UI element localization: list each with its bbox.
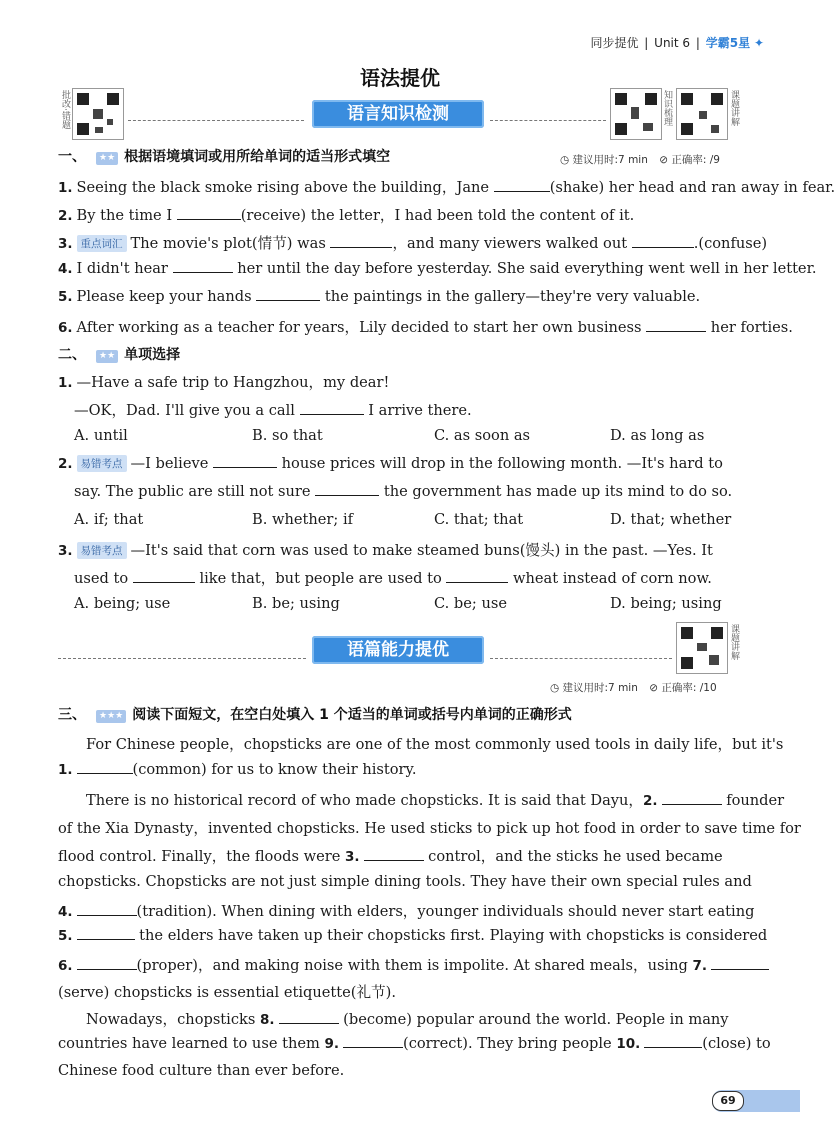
question-1-5: 5. Please keep your hands the paintings in the gallery—they're very valuable. [58,288,701,305]
answer-blank[interactable] [711,957,769,970]
question-1-1: 1. Seeing the black smoke rising above the building，Jane (shake) her head and ran away in fear. [58,179,835,196]
answer-blank[interactable] [644,1035,702,1048]
answer-blank[interactable] [315,483,379,496]
passage-line: 4. (tradition). When dining with elders，younger individuals should never start eating [58,903,755,920]
option-a[interactable]: A. until [74,427,128,444]
banner-language-knowledge: 语言知识检测 [312,100,484,128]
options-2-2 [58,511,766,531]
key-vocab-tag: 重点词汇 [77,235,127,252]
section-2-heading: 二、 ★★ 单项选择 [58,347,181,363]
passage-line: 1. (common) for us to know their history. [58,761,417,778]
answer-blank[interactable] [343,1035,403,1048]
passage-line: There is no historical record of who made chopsticks. It is said that Dayu，2. founder [86,792,785,809]
header-series: 同步提优 [590,36,639,50]
option-c[interactable]: C. be; use [434,595,507,612]
answer-blank[interactable] [446,570,508,583]
qr-label-left: 批改·错题 [60,90,70,129]
running-header: 同步提优 | Unit 6 | 学霸5星 ✦ [590,36,764,50]
option-c[interactable]: C. that; that [434,511,524,528]
option-b[interactable]: B. be; using [252,595,340,612]
answer-blank[interactable] [133,570,195,583]
answer-blank[interactable] [77,927,135,940]
passage-line: flood control. Finally，the floods were 3. control，and the sticks he used became [58,848,723,865]
star-icon: ✦ [753,36,764,50]
qr-label-right3: 课题讲解 [729,624,739,660]
check-icon: ⊘ [659,154,669,166]
error-prone-tag: 易错考点 [77,542,127,559]
options-2-3 [58,595,766,615]
header-brand: 学霸5星 [705,36,751,50]
answer-blank[interactable] [173,260,233,273]
page-number: 69 [712,1091,744,1111]
answer-blank[interactable] [77,761,133,774]
qr-pattern-icon [611,89,661,139]
section-3-title: 阅读下面短文，在空白处填入 1 个适当的单词或括号内单词的正确形式 [132,707,572,723]
option-a[interactable]: A. being; use [74,595,171,612]
answer-blank[interactable] [646,319,706,332]
divider [58,658,306,659]
qr-label-right1: 知识梳理 [662,90,672,126]
answer-blank[interactable] [213,455,277,468]
qr-code-icon[interactable] [676,622,728,674]
section-2-title: 单项选择 [124,347,181,363]
answer-blank[interactable] [279,1011,339,1024]
section-1-meta: ◷ 建议用时:7 min ⊘ 正确率: /9 [560,154,720,166]
section-1-heading: 一、 ★★ 根据语境填词或用所给单词的适当形式填空 [58,149,391,165]
answer-blank[interactable] [77,903,137,916]
answer-blank[interactable] [364,848,424,861]
question-2-1-reply: —OK，Dad. I'll give you a call I arrive there. [74,402,472,419]
qr-code-icon[interactable] [676,88,728,140]
qr-pattern-icon [677,89,727,139]
question-2-3: 3. 易错考点 —It's said that corn was used to make steamed buns(馒头) in the past. —Yes. It [58,542,713,559]
header-unit: Unit 6 [654,36,691,50]
answer-blank[interactable] [494,179,550,192]
divider [490,120,606,121]
option-d[interactable]: D. being; using [610,595,722,612]
difficulty-stars: ★★ [96,350,118,363]
passage-line: chopsticks. Chopsticks are not just simple dining tools. They have their own special rules and [58,873,752,890]
option-d[interactable]: D. that; whether [610,511,732,528]
passage-line: Nowadays，chopsticks 8. (become) popular around the world. People in many [86,1011,729,1028]
section-3-heading: 三、 ★★★ 阅读下面短文，在空白处填入 1 个适当的单词或括号内单词的正确形式 [58,707,572,723]
option-a[interactable]: A. if; that [74,511,144,528]
answer-blank[interactable] [256,288,320,301]
question-1-2: 2. By the time I (receive) the letter，I had been told the content of it. [58,207,635,224]
options-2-1 [58,427,766,447]
passage-line: 5. the elders have taken up their chopsticks first. Playing with chopsticks is considered [58,927,768,944]
answer-blank[interactable] [300,402,364,415]
page-title: 语法提优 [360,66,440,90]
option-b[interactable]: B. whether; if [252,511,354,528]
qr-label-right2: 课题讲解 [729,90,739,126]
question-2-2-cont: say. The public are still not sure the government has made up its mind to do so. [74,483,733,500]
passage-line: Chinese food culture than ever before. [58,1062,345,1079]
clock-icon: ◷ [550,682,560,694]
option-d[interactable]: D. as long as [610,427,705,444]
question-2-1: 1. —Have a safe trip to Hangzhou，my dear! [58,374,390,391]
passage-line: (serve) chopsticks is essential etiquette(礼节). [58,984,396,1001]
passage-line: For Chinese people，chopsticks are one of the most commonly used tools in daily life，but it's [86,736,784,753]
answer-blank[interactable] [632,235,694,248]
passage-line: of the Xia Dynasty，invented chopsticks. He used sticks to pick up hot food in order to save time for [58,820,801,837]
question-1-4: 4. I didn't hear her until the day before yesterday. She said everything went well in her letter. [58,260,817,277]
question-2-2: 2. 易错考点 —I believe house prices will drop in the following month. —It's hard to [58,455,723,472]
clock-icon: ◷ [560,154,570,166]
check-icon: ⊘ [649,682,659,694]
qr-code-icon[interactable] [72,88,124,140]
section-3-meta: ◷ 建议用时:7 min ⊘ 正确率: /10 [550,682,717,694]
error-prone-tag: 易错考点 [77,455,127,472]
question-1-6: 6. After working as a teacher for years，Lily decided to start her own business her forties. [58,319,793,336]
divider [128,120,304,121]
passage-line: 6. (proper)，and making noise with them is impolite. At shared meals，using 7. [58,954,766,975]
answer-blank[interactable] [330,235,392,248]
answer-blank[interactable] [177,207,241,220]
option-b[interactable]: B. so that [252,427,323,444]
answer-blank[interactable] [77,957,137,970]
banner-discourse-ability: 语篇能力提优 [312,636,484,664]
option-c[interactable]: C. as soon as [434,427,531,444]
section-1-title: 根据语境填词或用所给单词的适当形式填空 [124,149,391,165]
passage-line: countries have learned to use them 9. (correct). They bring people 10. (close) to [58,1035,771,1052]
question-1-3: 3. 重点词汇 The movie's plot(情节) was ，and many viewers walked out .(confuse) [58,235,768,252]
difficulty-stars: ★★★ [96,710,126,723]
answer-blank[interactable] [662,792,722,805]
difficulty-stars: ★★ [96,152,118,165]
qr-code-icon[interactable] [610,88,662,140]
divider [490,658,672,659]
question-2-3-cont: used to like that，but people are used to wheat instead of corn now. [74,570,712,587]
qr-pattern-icon [677,623,727,673]
qr-pattern-icon [73,89,123,139]
